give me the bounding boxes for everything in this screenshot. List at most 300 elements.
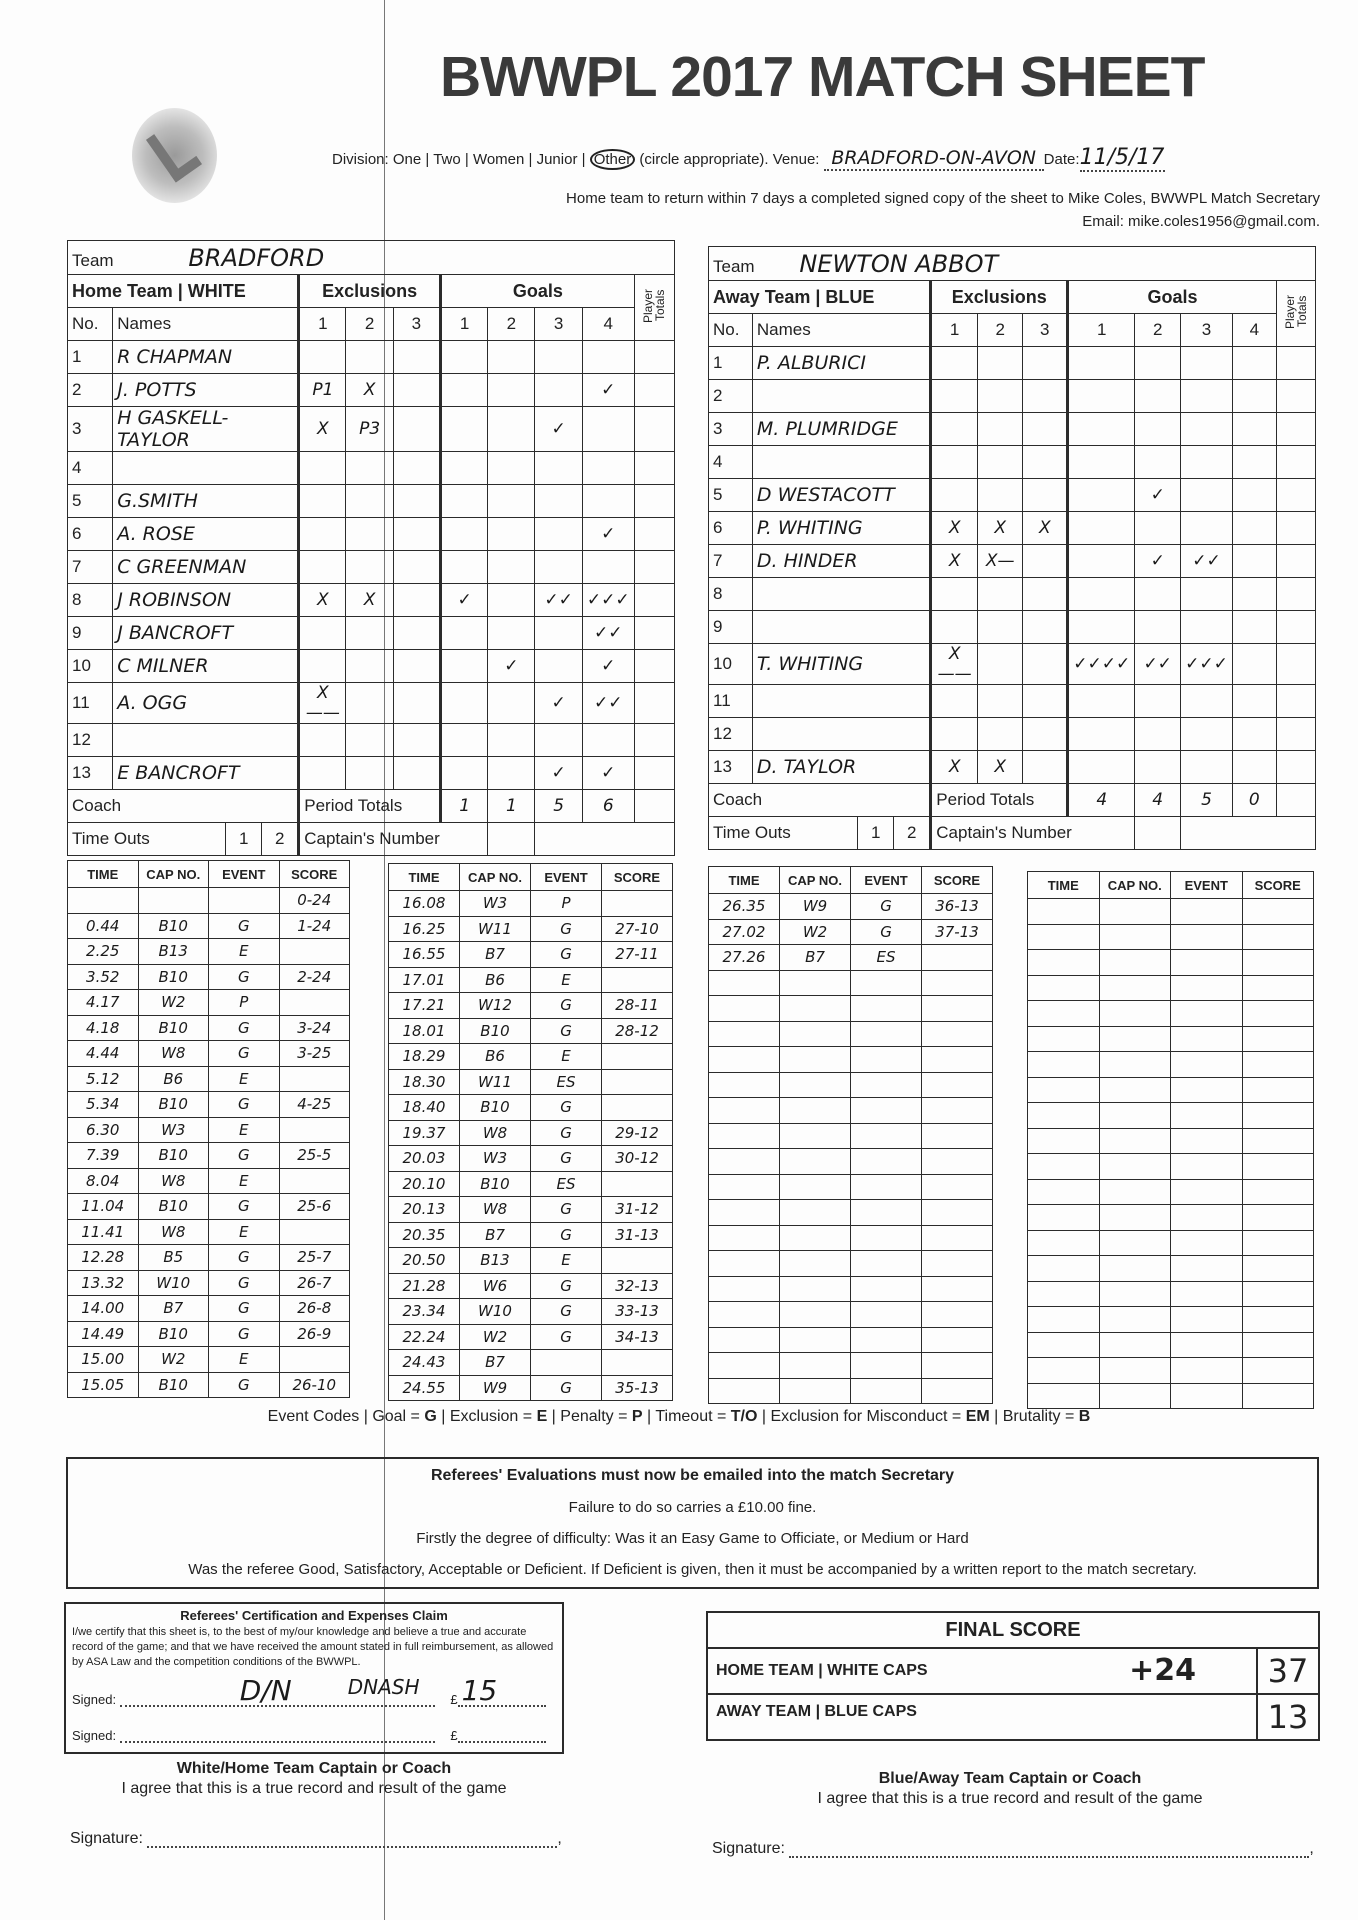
log-score-cell[interactable] <box>1242 1128 1314 1154</box>
log-cap-no-cell[interactable] <box>1099 1307 1171 1333</box>
goal-cell-period-4[interactable]: ✓ <box>582 757 634 790</box>
log-time-cell[interactable] <box>709 1072 780 1098</box>
log-time-cell[interactable] <box>1028 1256 1100 1282</box>
goal-cell-period-3[interactable] <box>535 724 582 757</box>
home-winning-margin[interactable]: +24 <box>1129 1653 1196 1688</box>
exclusion-cell-3[interactable] <box>393 485 440 518</box>
home-period-total-2[interactable]: 1 <box>488 790 535 823</box>
exclusion-cell-2[interactable]: P3 <box>346 407 393 452</box>
log-time-cell[interactable]: 20.10 <box>389 1171 460 1197</box>
goal-cell-period-4[interactable] <box>582 407 634 452</box>
goal-cell-period-4[interactable] <box>1232 685 1276 718</box>
log-event-cell[interactable]: G <box>209 1270 280 1296</box>
log-time-cell[interactable]: 13.32 <box>68 1270 139 1296</box>
log-cap-no-cell[interactable]: W6 <box>460 1273 531 1299</box>
goal-cell-period-3[interactable] <box>535 518 582 551</box>
log-event-cell[interactable]: G <box>209 1245 280 1271</box>
log-score-cell[interactable] <box>1242 1179 1314 1205</box>
player-total-cell[interactable] <box>634 683 674 724</box>
goal-cell-period-1[interactable] <box>440 518 487 551</box>
goal-cell-period-2[interactable]: ✓ <box>1135 545 1181 578</box>
goal-cell-period-3[interactable] <box>1181 718 1233 751</box>
log-event-cell[interactable] <box>851 1174 922 1200</box>
log-time-cell[interactable]: 18.40 <box>389 1095 460 1121</box>
player-total-cell[interactable] <box>634 724 674 757</box>
exclusion-cell-3[interactable]: X <box>1023 512 1068 545</box>
exclusion-cell-2[interactable]: X <box>346 584 393 617</box>
log-score-cell[interactable]: 34-13 <box>602 1324 673 1350</box>
goal-cell-period-1[interactable] <box>1068 446 1135 479</box>
log-score-cell[interactable] <box>922 1123 993 1149</box>
goal-cell-period-4[interactable] <box>582 341 634 374</box>
log-cap-no-cell[interactable] <box>780 1021 851 1047</box>
exclusion-cell-2[interactable] <box>346 485 393 518</box>
log-event-cell[interactable]: E <box>209 1117 280 1143</box>
goal-cell-period-1[interactable] <box>1068 512 1135 545</box>
player-name[interactable]: J BANCROFT <box>113 617 299 650</box>
player-name[interactable]: J. POTTS <box>113 374 299 407</box>
log-score-cell[interactable] <box>279 1066 350 1092</box>
log-time-cell[interactable] <box>709 1200 780 1226</box>
log-cap-no-cell[interactable]: W12 <box>460 993 531 1019</box>
log-event-cell[interactable] <box>1171 1103 1243 1129</box>
log-score-cell[interactable]: 26-9 <box>279 1321 350 1347</box>
log-cap-no-cell[interactable]: B10 <box>138 1321 209 1347</box>
player-name[interactable]: J ROBINSON <box>113 584 299 617</box>
log-score-cell[interactable] <box>1242 1307 1314 1333</box>
exclusion-cell-1[interactable] <box>931 578 978 611</box>
log-time-cell[interactable]: 5.12 <box>68 1066 139 1092</box>
log-time-cell[interactable] <box>1028 950 1100 976</box>
log-score-cell[interactable] <box>1242 1358 1314 1384</box>
goal-cell-period-1[interactable] <box>1068 751 1135 784</box>
log-event-cell[interactable] <box>851 1098 922 1124</box>
log-score-cell[interactable] <box>602 891 673 917</box>
log-score-cell[interactable] <box>1242 1383 1314 1409</box>
player-total-cell[interactable] <box>1276 347 1315 380</box>
exclusion-cell-1[interactable]: X—— <box>299 683 346 724</box>
log-cap-no-cell[interactable] <box>1099 1230 1171 1256</box>
division-option-women[interactable]: Women <box>472 151 525 168</box>
log-cap-no-cell[interactable]: W9 <box>460 1375 531 1401</box>
log-score-cell[interactable] <box>1242 1154 1314 1180</box>
log-cap-no-cell[interactable]: B10 <box>138 1372 209 1398</box>
exclusion-cell-2[interactable] <box>346 551 393 584</box>
exclusion-cell-1[interactable] <box>931 611 978 644</box>
log-event-cell[interactable] <box>1171 1205 1243 1231</box>
log-cap-no-cell[interactable]: B10 <box>138 1194 209 1220</box>
exclusion-cell-1[interactable]: P1 <box>299 374 346 407</box>
log-cap-no-cell[interactable] <box>1099 1001 1171 1027</box>
log-event-cell[interactable]: ES <box>851 945 922 971</box>
log-score-cell[interactable]: 29-12 <box>602 1120 673 1146</box>
home-signature-field[interactable] <box>147 1834 557 1848</box>
goal-cell-period-2[interactable]: ✓ <box>1135 479 1181 512</box>
goal-cell-period-3[interactable] <box>1181 479 1233 512</box>
goal-cell-period-1[interactable] <box>1068 611 1135 644</box>
log-event-cell[interactable]: G <box>531 1222 602 1248</box>
goal-cell-period-3[interactable]: ✓ <box>535 407 582 452</box>
goal-cell-period-1[interactable] <box>440 341 487 374</box>
log-score-cell[interactable]: 36-13 <box>922 894 993 920</box>
log-event-cell[interactable]: ES <box>531 1069 602 1095</box>
player-total-cell[interactable] <box>1276 751 1315 784</box>
exclusion-cell-1[interactable] <box>299 551 346 584</box>
goal-cell-period-4[interactable] <box>1232 446 1276 479</box>
log-cap-no-cell[interactable] <box>1099 924 1171 950</box>
log-event-cell[interactable] <box>1171 1052 1243 1078</box>
player-total-cell[interactable] <box>1276 446 1315 479</box>
log-event-cell[interactable] <box>851 1353 922 1379</box>
exclusion-cell-3[interactable] <box>393 551 440 584</box>
log-event-cell[interactable] <box>851 970 922 996</box>
home-captains-number[interactable] <box>488 823 535 856</box>
log-score-cell[interactable] <box>922 1302 993 1328</box>
home-timeout-1[interactable]: 1 <box>225 823 261 855</box>
log-cap-no-cell[interactable]: B10 <box>138 1015 209 1041</box>
log-score-cell[interactable] <box>922 1276 993 1302</box>
log-score-cell[interactable]: 26-10 <box>279 1372 350 1398</box>
log-cap-no-cell[interactable]: B13 <box>138 939 209 965</box>
log-score-cell[interactable] <box>922 1047 993 1073</box>
exclusion-cell-3[interactable] <box>1023 347 1068 380</box>
log-time-cell[interactable]: 8.04 <box>68 1168 139 1194</box>
player-name[interactable]: M. PLUMRIDGE <box>752 413 930 446</box>
log-cap-no-cell[interactable] <box>1099 1256 1171 1282</box>
goal-cell-period-3[interactable] <box>535 452 582 485</box>
player-name[interactable]: C GREENMAN <box>113 551 299 584</box>
home-final-score[interactable]: 37 <box>1257 1648 1319 1694</box>
away-captains-number[interactable] <box>1135 817 1181 850</box>
player-name[interactable]: R CHAPMAN <box>113 341 299 374</box>
log-time-cell[interactable] <box>709 1276 780 1302</box>
log-event-cell[interactable] <box>1171 1358 1243 1384</box>
player-name[interactable]: P. ALBURICI <box>752 347 930 380</box>
exclusion-cell-1[interactable] <box>299 617 346 650</box>
player-name[interactable]: A. ROSE <box>113 518 299 551</box>
log-event-cell[interactable]: G <box>531 1120 602 1146</box>
goal-cell-period-1[interactable] <box>440 617 487 650</box>
log-cap-no-cell[interactable]: B7 <box>460 942 531 968</box>
exclusion-cell-2[interactable] <box>346 341 393 374</box>
goal-cell-period-3[interactable] <box>535 551 582 584</box>
player-total-cell[interactable] <box>634 452 674 485</box>
log-time-cell[interactable]: 11.41 <box>68 1219 139 1245</box>
log-event-cell[interactable]: G <box>531 1018 602 1044</box>
player-total-cell[interactable] <box>634 757 674 790</box>
player-name[interactable]: H GASKELL-TAYLOR <box>113 407 299 452</box>
exclusion-cell-2[interactable] <box>978 479 1023 512</box>
log-event-cell[interactable]: G <box>209 1015 280 1041</box>
log-time-cell[interactable]: 3.52 <box>68 964 139 990</box>
log-cap-no-cell[interactable] <box>780 1225 851 1251</box>
log-event-cell[interactable] <box>1171 950 1243 976</box>
home-period-total-1[interactable]: 1 <box>440 790 487 823</box>
log-time-cell[interactable]: 17.21 <box>389 993 460 1019</box>
goal-cell-period-2[interactable] <box>1135 380 1181 413</box>
log-score-cell[interactable]: 3-24 <box>279 1015 350 1041</box>
log-time-cell[interactable] <box>1028 899 1100 925</box>
log-score-cell[interactable]: 28-12 <box>602 1018 673 1044</box>
log-event-cell[interactable] <box>1171 975 1243 1001</box>
log-cap-no-cell[interactable]: B6 <box>460 967 531 993</box>
exclusion-cell-3[interactable] <box>393 650 440 683</box>
log-score-cell[interactable] <box>1242 1103 1314 1129</box>
log-cap-no-cell[interactable] <box>1099 1358 1171 1384</box>
log-time-cell[interactable]: 2.25 <box>68 939 139 965</box>
log-time-cell[interactable] <box>1028 1026 1100 1052</box>
log-cap-no-cell[interactable]: W3 <box>460 1146 531 1172</box>
log-event-cell[interactable] <box>851 1149 922 1175</box>
log-score-cell[interactable]: 4-25 <box>279 1092 350 1118</box>
goal-cell-period-2[interactable] <box>1135 446 1181 479</box>
log-cap-no-cell[interactable] <box>780 1174 851 1200</box>
away-team-name[interactable]: NEWTON ABBOT <box>799 249 999 278</box>
exclusion-cell-1[interactable] <box>299 650 346 683</box>
player-total-cell[interactable] <box>634 341 674 374</box>
log-time-cell[interactable]: 20.13 <box>389 1197 460 1223</box>
log-event-cell[interactable] <box>851 1047 922 1073</box>
goal-cell-period-4[interactable] <box>1232 479 1276 512</box>
log-score-cell[interactable] <box>279 990 350 1016</box>
goal-cell-period-1[interactable] <box>440 757 487 790</box>
goal-cell-period-3[interactable] <box>535 374 582 407</box>
log-score-cell[interactable] <box>279 1347 350 1373</box>
log-score-cell[interactable]: 28-11 <box>602 993 673 1019</box>
goal-cell-period-4[interactable] <box>1232 611 1276 644</box>
log-time-cell[interactable] <box>709 1174 780 1200</box>
log-time-cell[interactable] <box>709 1378 780 1404</box>
log-cap-no-cell[interactable] <box>1099 1383 1171 1409</box>
division-option-two[interactable]: Two <box>433 151 461 168</box>
log-score-cell[interactable]: 37-13 <box>922 919 993 945</box>
away-coach-cell[interactable]: Coach <box>709 784 931 817</box>
log-event-cell[interactable] <box>851 1072 922 1098</box>
exclusion-cell-2[interactable] <box>346 757 393 790</box>
player-total-cell[interactable] <box>1276 380 1315 413</box>
log-score-cell[interactable] <box>922 1225 993 1251</box>
log-time-cell[interactable]: 12.28 <box>68 1245 139 1271</box>
log-score-cell[interactable] <box>1242 1026 1314 1052</box>
referee-signature-1[interactable]: D/N DNASH <box>120 1693 435 1707</box>
exclusion-cell-3[interactable] <box>1023 380 1068 413</box>
log-event-cell[interactable]: E <box>209 1168 280 1194</box>
log-event-cell[interactable] <box>851 1327 922 1353</box>
exclusion-cell-2[interactable] <box>346 724 393 757</box>
goal-cell-period-1[interactable] <box>1068 578 1135 611</box>
exclusion-cell-2[interactable] <box>978 685 1023 718</box>
log-cap-no-cell[interactable]: B10 <box>138 964 209 990</box>
log-time-cell[interactable]: 5.34 <box>68 1092 139 1118</box>
goal-cell-period-1[interactable] <box>440 452 487 485</box>
log-event-cell[interactable]: E <box>209 1066 280 1092</box>
player-total-cell[interactable] <box>1276 512 1315 545</box>
goal-cell-period-1[interactable] <box>1068 718 1135 751</box>
log-event-cell[interactable] <box>209 888 280 914</box>
log-event-cell[interactable] <box>851 1123 922 1149</box>
exclusion-cell-1[interactable] <box>299 518 346 551</box>
log-time-cell[interactable] <box>709 1123 780 1149</box>
venue-field[interactable]: BRADFORD-ON-AVON <box>824 147 1044 171</box>
exclusion-cell-2[interactable] <box>978 413 1023 446</box>
log-score-cell[interactable]: 26-8 <box>279 1296 350 1322</box>
log-score-cell[interactable] <box>602 1248 673 1274</box>
log-cap-no-cell[interactable]: W8 <box>460 1120 531 1146</box>
exclusion-cell-3[interactable] <box>393 374 440 407</box>
log-score-cell[interactable]: 31-12 <box>602 1197 673 1223</box>
player-name[interactable] <box>113 452 299 485</box>
log-event-cell[interactable] <box>851 996 922 1022</box>
goal-cell-period-2[interactable] <box>488 485 535 518</box>
log-event-cell[interactable] <box>1171 1332 1243 1358</box>
log-event-cell[interactable]: G <box>531 1324 602 1350</box>
goal-cell-period-4[interactable]: ✓✓✓ <box>582 584 634 617</box>
goal-cell-period-2[interactable]: ✓ <box>488 650 535 683</box>
log-cap-no-cell[interactable] <box>1099 1179 1171 1205</box>
exclusion-cell-2[interactable] <box>978 347 1023 380</box>
log-time-cell[interactable] <box>1028 1103 1100 1129</box>
goal-cell-period-1[interactable] <box>440 724 487 757</box>
log-event-cell[interactable]: E <box>209 939 280 965</box>
exclusion-cell-1[interactable] <box>931 446 978 479</box>
away-period-total-2[interactable]: 4 <box>1135 784 1181 817</box>
exclusion-cell-2[interactable] <box>978 446 1023 479</box>
exclusion-cell-3[interactable] <box>1023 413 1068 446</box>
player-total-cell[interactable] <box>1276 611 1315 644</box>
exclusion-cell-2[interactable] <box>978 578 1023 611</box>
exclusion-cell-2[interactable]: X— <box>978 545 1023 578</box>
player-total-cell[interactable] <box>634 617 674 650</box>
exclusion-cell-3[interactable] <box>1023 644 1068 685</box>
log-event-cell[interactable] <box>851 1021 922 1047</box>
log-score-cell[interactable] <box>279 1117 350 1143</box>
log-time-cell[interactable] <box>1028 1358 1100 1384</box>
goal-cell-period-1[interactable] <box>1068 380 1135 413</box>
log-score-cell[interactable] <box>602 1350 673 1376</box>
goal-cell-period-1[interactable] <box>440 551 487 584</box>
log-event-cell[interactable]: G <box>531 1375 602 1401</box>
log-cap-no-cell[interactable]: B13 <box>460 1248 531 1274</box>
log-time-cell[interactable]: 7.39 <box>68 1143 139 1169</box>
goal-cell-period-4[interactable] <box>1232 644 1276 685</box>
log-score-cell[interactable]: 1-24 <box>279 913 350 939</box>
log-time-cell[interactable] <box>709 1327 780 1353</box>
player-total-cell[interactable] <box>1276 479 1315 512</box>
log-score-cell[interactable] <box>279 1219 350 1245</box>
log-score-cell[interactable] <box>1242 975 1314 1001</box>
goal-cell-period-1[interactable] <box>440 374 487 407</box>
log-cap-no-cell[interactable]: B5 <box>138 1245 209 1271</box>
exclusion-cell-1[interactable] <box>931 413 978 446</box>
log-cap-no-cell[interactable]: B10 <box>138 1143 209 1169</box>
away-timeout-1[interactable]: 1 <box>857 817 893 849</box>
log-cap-no-cell[interactable] <box>1099 899 1171 925</box>
referee-amount-2[interactable] <box>458 1729 546 1743</box>
log-event-cell[interactable]: G <box>531 1299 602 1325</box>
goal-cell-period-1[interactable] <box>440 683 487 724</box>
log-score-cell[interactable] <box>1242 1205 1314 1231</box>
log-event-cell[interactable]: G <box>531 942 602 968</box>
goal-cell-period-4[interactable] <box>1232 751 1276 784</box>
exclusion-cell-2[interactable]: X <box>978 512 1023 545</box>
goal-cell-period-4[interactable] <box>1232 718 1276 751</box>
goal-cell-period-3[interactable] <box>1181 611 1233 644</box>
log-time-cell[interactable]: 11.04 <box>68 1194 139 1220</box>
exclusion-cell-1[interactable]: X <box>931 512 978 545</box>
log-event-cell[interactable] <box>851 1225 922 1251</box>
player-total-cell[interactable] <box>1276 545 1315 578</box>
player-name[interactable]: D WESTACOTT <box>752 479 930 512</box>
log-score-cell[interactable] <box>1242 1332 1314 1358</box>
log-event-cell[interactable] <box>1171 1256 1243 1282</box>
log-event-cell[interactable]: G <box>531 916 602 942</box>
log-cap-no-cell[interactable]: W2 <box>138 1347 209 1373</box>
log-event-cell[interactable] <box>851 1378 922 1404</box>
exclusion-cell-2[interactable] <box>346 518 393 551</box>
log-cap-no-cell[interactable] <box>780 1251 851 1277</box>
player-total-cell[interactable] <box>634 650 674 683</box>
exclusion-cell-1[interactable] <box>299 724 346 757</box>
log-time-cell[interactable] <box>1028 1077 1100 1103</box>
exclusion-cell-1[interactable] <box>931 347 978 380</box>
log-time-cell[interactable]: 20.03 <box>389 1146 460 1172</box>
goal-cell-period-2[interactable] <box>488 584 535 617</box>
goal-cell-period-1[interactable] <box>1068 545 1135 578</box>
goal-cell-period-3[interactable] <box>535 485 582 518</box>
player-total-cell[interactable] <box>1276 644 1315 685</box>
goal-cell-period-2[interactable] <box>1135 578 1181 611</box>
log-event-cell[interactable]: E <box>209 1219 280 1245</box>
log-cap-no-cell[interactable] <box>1099 1052 1171 1078</box>
log-cap-no-cell[interactable]: B7 <box>780 945 851 971</box>
log-cap-no-cell[interactable]: W8 <box>138 1168 209 1194</box>
player-total-cell[interactable] <box>1276 718 1315 751</box>
away-period-total-1[interactable]: 4 <box>1068 784 1135 817</box>
log-cap-no-cell[interactable]: W10 <box>460 1299 531 1325</box>
exclusion-cell-2[interactable]: X <box>346 374 393 407</box>
log-score-cell[interactable]: 33-13 <box>602 1299 673 1325</box>
goal-cell-period-3[interactable] <box>535 650 582 683</box>
log-score-cell[interactable] <box>602 1095 673 1121</box>
exclusion-cell-3[interactable] <box>393 341 440 374</box>
log-time-cell[interactable]: 15.05 <box>68 1372 139 1398</box>
player-total-cell[interactable] <box>1276 413 1315 446</box>
goal-cell-period-4[interactable] <box>1232 578 1276 611</box>
goal-cell-period-2[interactable] <box>1135 611 1181 644</box>
log-cap-no-cell[interactable] <box>1099 1103 1171 1129</box>
log-time-cell[interactable] <box>709 1047 780 1073</box>
log-cap-no-cell[interactable] <box>780 1200 851 1226</box>
log-time-cell[interactable]: 24.43 <box>389 1350 460 1376</box>
log-score-cell[interactable] <box>602 967 673 993</box>
log-score-cell[interactable] <box>1242 950 1314 976</box>
log-time-cell[interactable] <box>709 1302 780 1328</box>
log-time-cell[interactable]: 17.01 <box>389 967 460 993</box>
log-time-cell[interactable]: 6.30 <box>68 1117 139 1143</box>
goal-cell-period-3[interactable] <box>1181 347 1233 380</box>
log-event-cell[interactable]: G <box>531 1095 602 1121</box>
log-event-cell[interactable]: G <box>209 1041 280 1067</box>
log-time-cell[interactable] <box>709 1021 780 1047</box>
goal-cell-period-2[interactable] <box>488 518 535 551</box>
log-cap-no-cell[interactable] <box>1099 975 1171 1001</box>
log-cap-no-cell[interactable]: W8 <box>460 1197 531 1223</box>
referee-signature-2[interactable] <box>120 1729 435 1743</box>
goal-cell-period-3[interactable]: ✓✓ <box>535 584 582 617</box>
log-cap-no-cell[interactable]: B10 <box>138 1092 209 1118</box>
log-score-cell[interactable] <box>1242 1001 1314 1027</box>
exclusion-cell-2[interactable] <box>978 611 1023 644</box>
